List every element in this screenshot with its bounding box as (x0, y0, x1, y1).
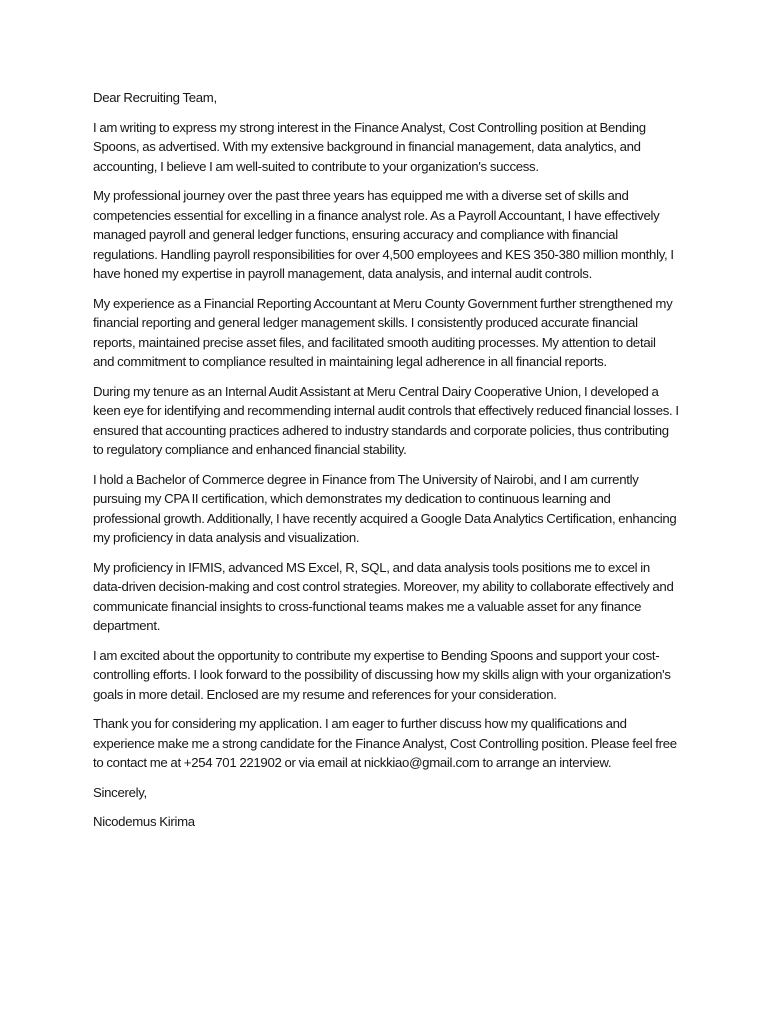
letter-paragraph: I am writing to express my strong interest in the Finance Analyst, Cost Controlling position at Bending Spoons, as advertised. With my extensive background in financial management, data analytics, and accounting, I believe I am well-suited to contribute to your organization's success. (93, 119, 646, 174)
closing: Sincerely, (93, 784, 147, 800)
salutation: Dear Recruiting Team, (93, 90, 217, 105)
letter-paragraph: My proficiency in IFMIS, advanced MS Excel, R, SQL, and data analysis tools positions me to excel in data-driven decision-making and cost control strategies. Moreover, my ability to collaborate effectively and communicate financial insights to cross-functional teams makes me a valuable asset for any finance department. (93, 559, 674, 633)
letter-paragraph: I hold a Bachelor of Commerce degree in Finance from The University of Nairobi, and I am currently pursuing my CPA II certification, which demonstrates my dedication to continuous learning and professional growth. Additionally, I have recently acquired a Google Data Analytics Certification, enhancing my proficiency in data analysis and visualization. (93, 471, 677, 545)
letter-paragraph: During my tenure as an Internal Audit Assistant at Meru Central Dairy Cooperative Union, I developed a keen eye for identifying and recommending internal audit controls that effectively reduced financial losses. I ensured that accounting practices adhered to industry standards and corporate policies, thus contributing to regulatory compliance and enhanced financial stability. (93, 383, 679, 457)
letter-paragraph: My experience as a Financial Reporting Accountant at Meru County Government further strengthened my financial reporting and general ledger management skills. I consistently produced accurate financial reports, maintained precise asset files, and facilitated smooth auditing processes. My attention to detail and commitment to compliance resulted in maintaining legal adherence in all financial reports. (93, 295, 673, 369)
letter-paragraph: Thank you for considering my application. I am eager to further discuss how my qualifications and experience make me a strong candidate for the Finance Analyst, Cost Controlling position. Please feel free to contact me at +254 701 221902 or via email at nickkiao@gmail.com to arrange an interview. (93, 716, 677, 770)
signature: Nicodemus Kirima (93, 814, 195, 829)
letter-paragraph: I am excited about the opportunity to contribute my expertise to Bending Spoons and support your cost-controlling efforts. I look forward to the possibility of discussing how my skills align with your organization's goals in more detail. Enclosed are my resume and references for your consideration. (93, 647, 671, 702)
letter-paragraph: My professional journey over the past three years has equipped me with a diverse set of skills and competencies essential for excelling in a finance analyst role. As a Payroll Accountant, I have effectively managed payroll and general ledger functions, ensuring accuracy and compliance with financial regulations. Handling payroll responsibilities for over 4,500 employees and KES 350-380 million monthly, I have honed my expertise in payroll management, data analysis, and internal audit controls. (93, 188, 674, 281)
cover-letter (93, 88, 679, 842)
